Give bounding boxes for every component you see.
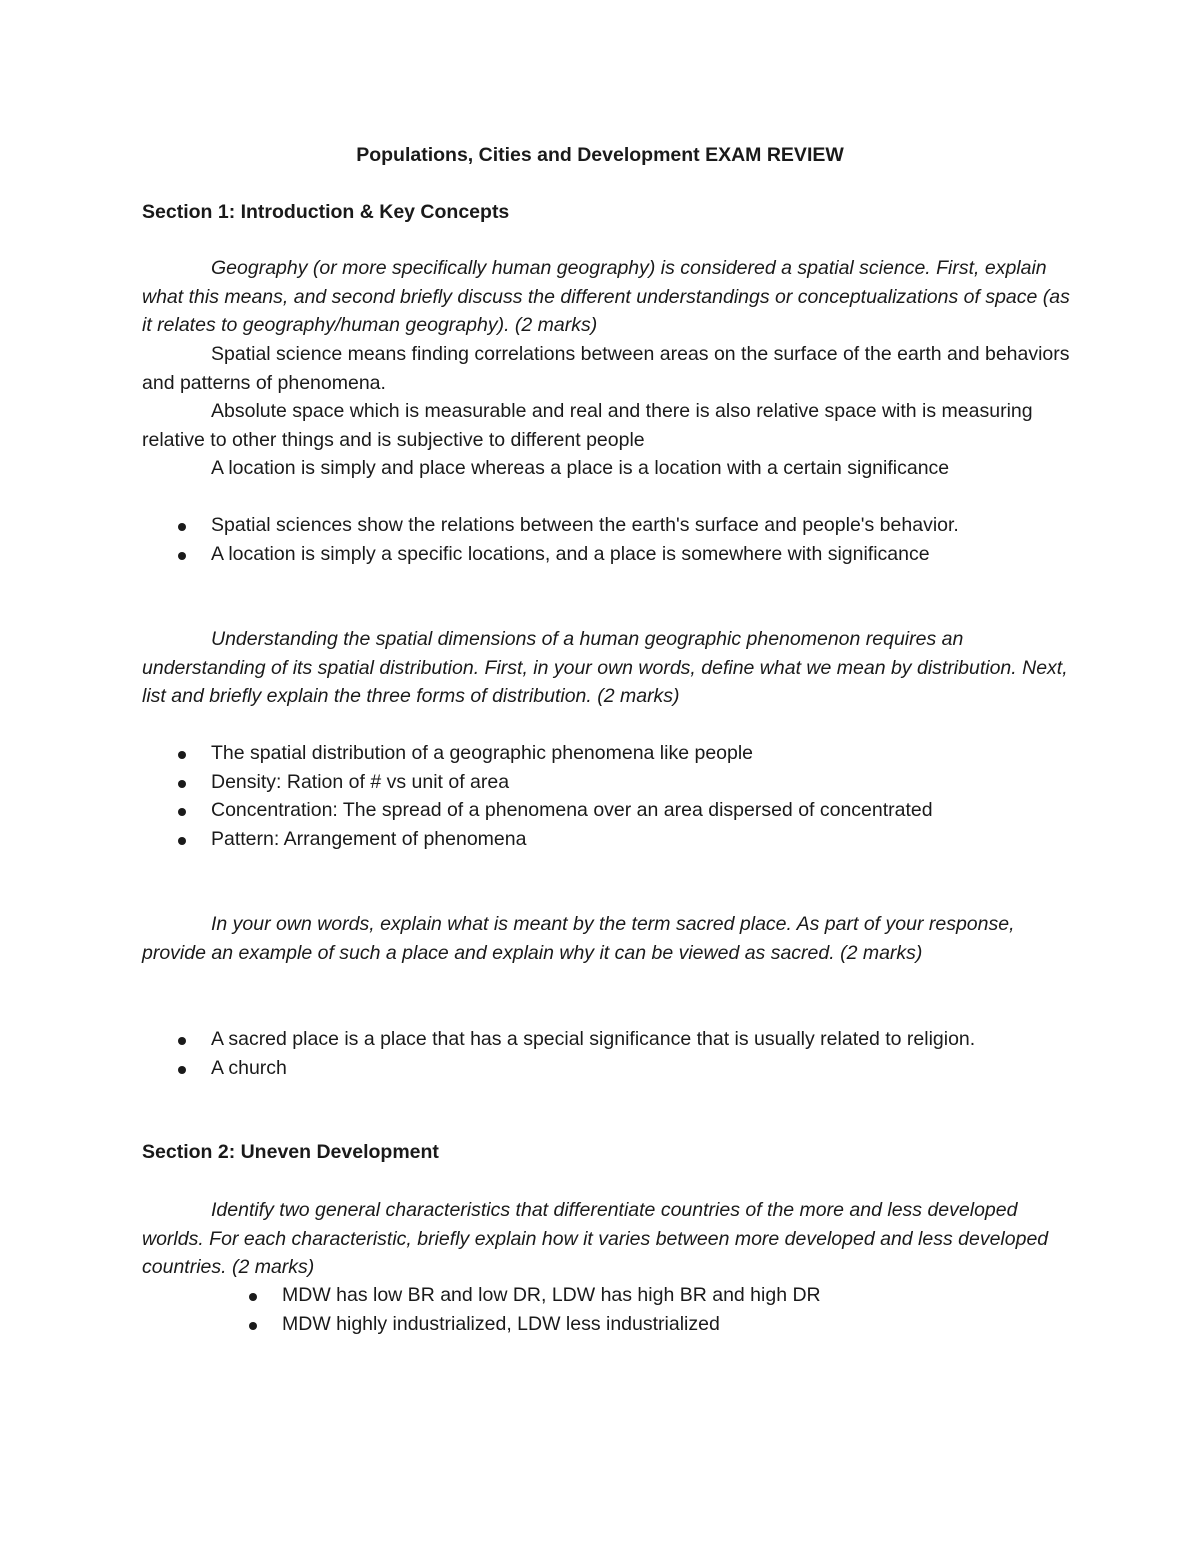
list-item: MDW has low BR and low DR, LDW has high BR and high DR [213,1281,821,1310]
bullet-icon [178,1037,186,1045]
document-title: Populations, Cities and Development EXAM REVIEW [356,144,844,166]
section-1-answer-1: Spatial science means finding correlations between areas on the surface of the earth and behaviors and patterns of phenomena. [142,343,1070,394]
section-1-heading: Section 1: Introduction & Key Concepts [142,201,510,223]
section-1-answer-3: A location is simply and place whereas a place is a location with a certain significance [211,457,950,479]
bullet-icon [178,808,186,816]
bullet-icon [178,1066,186,1074]
section-1-q3-bullet-list [142,1025,975,1082]
list-item: Spatial sciences show the relations between the earth's surface and people's behavior. [142,511,959,540]
section-1-q1-bullet-list [142,511,959,568]
list-item: Pattern: Arrangement of phenomena [142,825,933,854]
list-item: MDW highly industrialized, LDW less industrialized [213,1310,821,1339]
section-1-answer-2: Absolute space which is measurable and real and there is also relative space with is measuring relative to other things and is subjective to different people [142,400,1033,451]
bullet-icon [178,780,186,788]
list-item: Density: Ration of # vs unit of area [142,768,933,797]
section-1-question-3: In your own words, explain what is meant by the term sacred place. As part of your response, provide an example of such a place and explain why it can be viewed as sacred. (2 marks) [142,913,1015,964]
section-1-question-1: Geography (or more specifically human geography) is considered a spatial science. First, explain what this means, and second briefly discuss the different understandings or conceptualizations of space (as it relates to geography/human geography). (2 marks) [142,257,1070,337]
list-item: A church [142,1054,975,1083]
bullet-icon [178,837,186,845]
section-2-q1-bullet-list [213,1281,821,1338]
bullet-icon [249,1293,257,1301]
bullet-icon [178,751,186,759]
bullet-icon [178,523,186,531]
section-1-q2-bullet-list [142,739,933,853]
bullet-icon [249,1322,257,1330]
bullet-icon [178,552,186,560]
list-item: The spatial distribution of a geographic phenomena like people [142,739,933,768]
section-1-question-2: Understanding the spatial dimensions of a human geographic phenomenon requires an understanding of its spatial distribution. First, in your own words, define what we mean by distribution. Next, list and briefly explain the three forms of distribution. (2 marks) [142,628,1068,708]
list-item: Concentration: The spread of a phenomena over an area dispersed of concentrated [142,796,933,825]
list-item: A location is simply a specific locations, and a place is somewhere with significance [142,540,959,569]
section-2-question-1: Identify two general characteristics that differentiate countries of the more and less developed worlds. For each characteristic, briefly explain how it varies between more developed and less developed countries. (2 marks) [142,1199,1049,1279]
list-item: A sacred place is a place that has a special significance that is usually related to religion. [142,1025,975,1054]
section-2-heading: Section 2: Uneven Development [142,1141,439,1163]
